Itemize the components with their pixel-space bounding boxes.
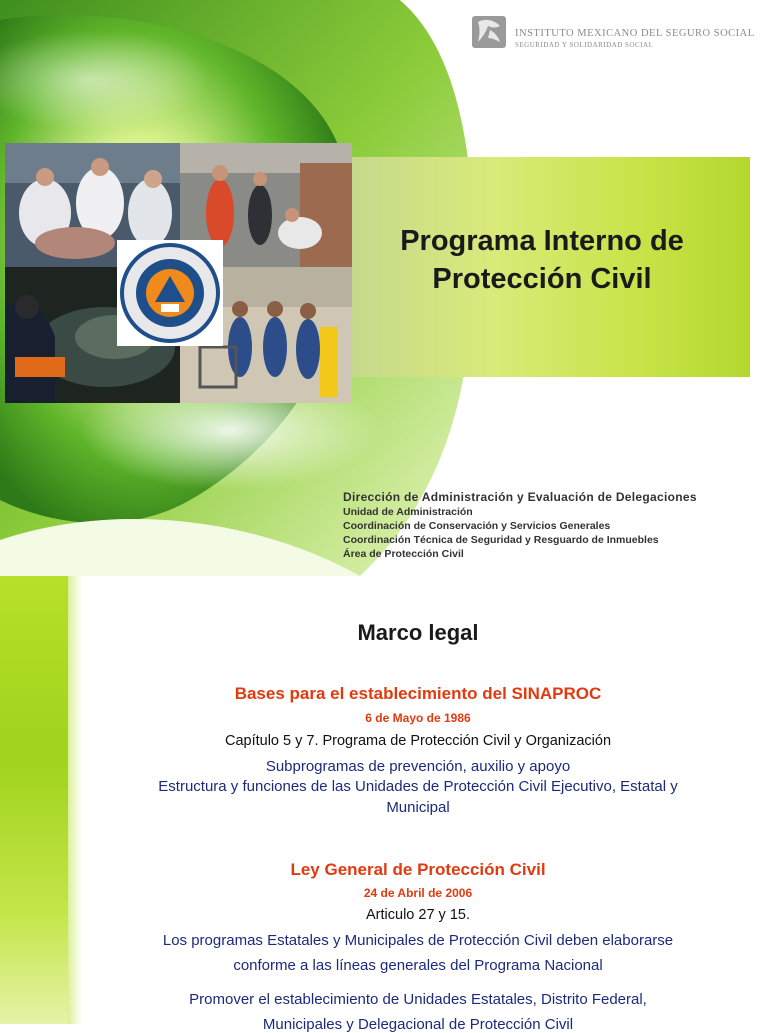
section1-line: Municipal <box>386 799 450 816</box>
slide-heading: Marco legal <box>357 620 479 645</box>
section2-article: Articulo 27 y 15. <box>366 907 470 923</box>
section2-title: Ley General de Protección Civil <box>290 860 546 879</box>
proteccion-civil-seal-icon <box>117 240 223 346</box>
section2-line: Los programas Estatales y Municipales de Protección Civil deben elaborarse <box>162 932 674 949</box>
department-line: Unidad de Administración <box>343 506 473 518</box>
section1-title: Bases para el establecimiento del SINAPROC <box>234 684 602 703</box>
section1-line: Estructura y funciones de las Unidades de Protección Civil Ejecutivo, Estatal y <box>158 778 678 795</box>
imss-logo <box>472 16 755 52</box>
section2-line: Municipales y Delegacional de Protección Civil <box>262 1016 574 1033</box>
department-line: Coordinación Técnica de Seguridad y Resguardo de Inmuebles <box>343 534 659 546</box>
section1-chapter: Capítulo 5 y 7. Programa de Protección Civil y Organización <box>224 733 612 749</box>
imss-eagle-logo-icon <box>472 16 506 48</box>
department-line: Dirección de Administración y Evaluación de Delegaciones <box>343 490 697 504</box>
green-side-strip <box>0 576 68 1024</box>
section2-date: 24 de Abril de 2006 <box>363 886 473 900</box>
section2-line: Promover el establecimiento de Unidades Estatales, Distrito Federal, <box>189 991 647 1008</box>
section2-line: conforme a las líneas generales del Programa Nacional <box>233 957 603 974</box>
cover-title-line-1: Programa Interno de <box>400 225 684 257</box>
department-line: Coordinación de Conservación y Servicios Generales <box>343 520 611 532</box>
marco-legal-slide <box>0 576 768 1033</box>
org-name: INSTITUTO MEXICANO DEL SEGURO SOCIAL <box>515 28 755 39</box>
department-list <box>343 490 763 561</box>
photo-collage <box>5 143 352 403</box>
section1-date: 6 de Mayo de 1986 <box>365 711 471 725</box>
org-tagline: SEGURIDAD Y SOLIDARIDAD SOCIAL <box>515 41 654 49</box>
cover-title-line-2: Protección Civil <box>432 263 652 295</box>
section1-line: Subprogramas de prevención, auxilio y apoyo <box>265 758 571 775</box>
department-line: Área de Protección Civil <box>343 548 464 560</box>
cover-title <box>352 222 732 298</box>
